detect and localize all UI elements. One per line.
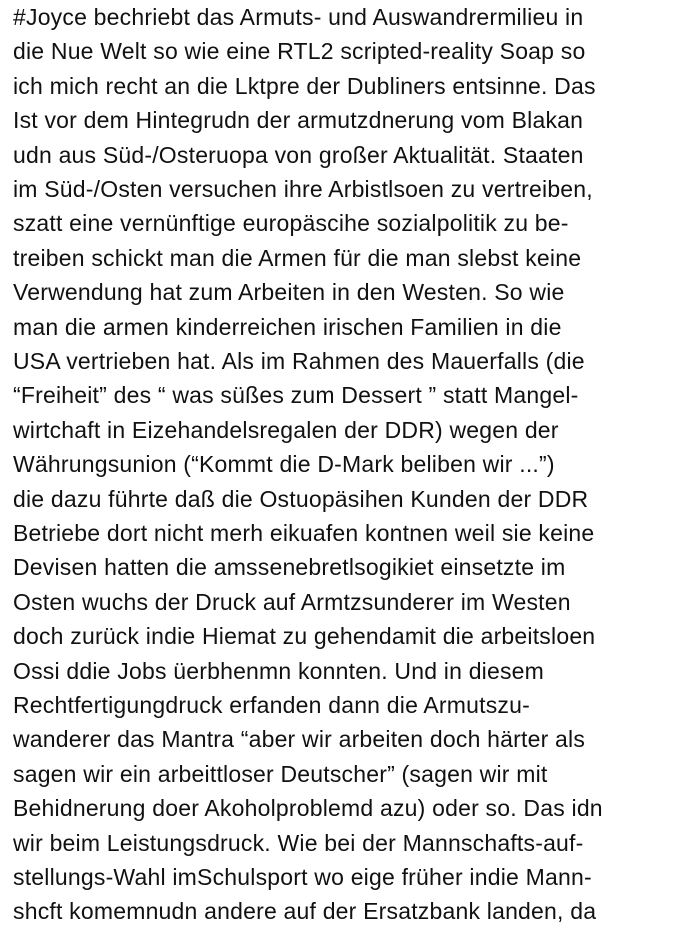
text-line: “Freiheit” des “ was süßes zum Dessert ” statt Mangel- bbox=[13, 382, 579, 409]
text-line: sagen wir ein arbeittloser Deutscher” (sagen wir mit bbox=[13, 760, 548, 787]
text-line: Betriebe dort nicht merh eikuafen kontnen weil sie keine bbox=[13, 520, 595, 546]
text-line: Osten wuchs der Druck auf Armtzsunderer im Westen bbox=[13, 588, 571, 615]
text-line: Ossi ddie Jobs üerbhenmn konnten. Und in diesem bbox=[13, 657, 545, 684]
text-line: USA vertrieben hat. Als im Rahmen des Mauerfalls (die bbox=[13, 348, 585, 374]
text-line: Devisen hatten die amssenebretlsogikiet einsetzte im bbox=[13, 554, 566, 581]
text-line: Behidnerung doer Akoholproblemd azu) oder so. Das idn bbox=[13, 795, 603, 822]
text-line: stellungs-Wahl imSchulsport wo eige früher indie Mann- bbox=[13, 864, 592, 890]
text-line: Rechtfertigungdruck erfanden dann die Armutszu- bbox=[13, 692, 530, 718]
text-line: treiben schickt man die Armen für die man slebst keine bbox=[13, 244, 582, 271]
text-line: Währungsunion (“Kommt die D-Mark beliben wir ...”) bbox=[13, 451, 555, 478]
text-line: shcft komemnudn andere auf der Ersatzbank landen, da bbox=[13, 898, 597, 925]
text-line: wanderer das Mantra “aber wir arbeiten doch härter als bbox=[13, 726, 586, 753]
text-line: man die armen kinderreichen irischen Familien in die bbox=[13, 313, 562, 340]
text-line: die Nue Welt so wie eine RTL2 scripted-reality Soap so bbox=[13, 38, 586, 65]
text-line: udn aus Süd-/Osteruopa von großer Aktualität. Staaten bbox=[13, 141, 584, 168]
text-line: im Süd-/Osten versuchen ihre Arbistlsoen zu vertreiben, bbox=[13, 176, 593, 202]
text-line: wir beim Leistungsdruck. Wie bei der Mannschafts-auf- bbox=[13, 829, 584, 856]
text-line: ich mich recht an die Lktpre der Dubliners entsinne. Das bbox=[13, 72, 596, 99]
text-line: die dazu führte daß die Ostuopäsihen Kunden der DDR bbox=[13, 485, 589, 512]
text-line: Ist vor dem Hintegrudn der armutzdnerung vom Blakan bbox=[13, 107, 584, 134]
text-line: doch zurück indie Hiemat zu gehendamit die arbeitsloen bbox=[13, 623, 596, 650]
text-line: wirtchaft in Eizehandelsregalen der DDR) wegen der bbox=[13, 416, 559, 443]
text-line: #Joyce bechriebt das Armuts- und Auswandrermilieu in bbox=[13, 4, 584, 30]
text-line: szatt eine vernünftige europäscihe sozialpolitik zu be- bbox=[13, 210, 569, 237]
text-line: Verwendung hat zum Arbeiten in den Westen. So wie bbox=[13, 279, 565, 306]
